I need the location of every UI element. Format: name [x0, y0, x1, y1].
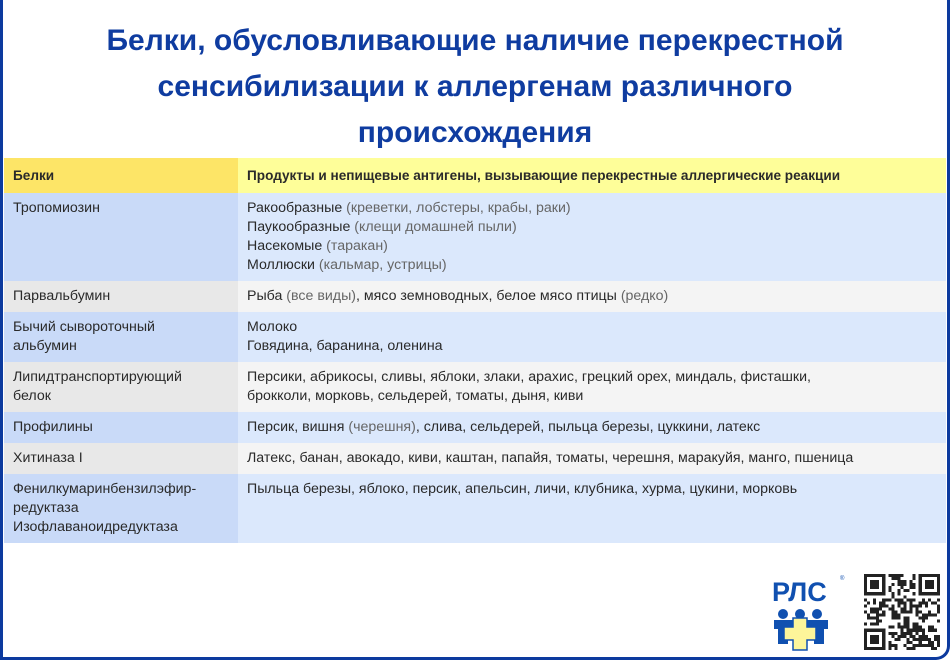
protein-name: альбумин [13, 338, 77, 354]
protein-name: белок [13, 388, 51, 404]
product-line [247, 287, 937, 306]
product-line [247, 256, 937, 275]
product-text: Паукообразные [247, 219, 351, 235]
table-row [4, 193, 946, 281]
products-cell [238, 281, 946, 312]
product-line [247, 368, 937, 387]
allergen-table [4, 158, 946, 543]
qr-code[interactable] [864, 574, 940, 650]
header-products: Продукты и непищевые антигены, вызывающие перекрестные аллергические реакции [238, 158, 946, 193]
title-line: сенсибилизации к аллергенам различного [157, 70, 793, 103]
rls-logo [770, 572, 850, 652]
protein-cell [4, 281, 238, 312]
products-cell [238, 362, 946, 412]
product-text: Персики, абрикосы, сливы, яблоки, злаки, арахис, грецкий орех, миндаль, фисташки, [247, 369, 811, 385]
product-note: (креветки, лобстеры, крабы, раки) [342, 200, 571, 216]
product-line [247, 318, 937, 337]
product-text: , слива, сельдерей, пыльца березы, цуккини, латекс [415, 419, 761, 435]
product-note: (таракан) [322, 238, 388, 254]
products-cell [238, 193, 946, 281]
product-note: (все виды) [282, 288, 356, 304]
products-cell [238, 443, 946, 474]
table-row [4, 474, 946, 543]
product-note: (клещи домашней пыли) [350, 219, 517, 235]
product-line [247, 199, 937, 218]
protein-name: Липидтранспортирующий [13, 369, 182, 385]
table-row [4, 312, 946, 362]
products-cell [238, 412, 946, 443]
protein-name: Хитиназа I [13, 450, 83, 466]
product-text: Молоко [247, 319, 298, 335]
product-line [247, 418, 937, 437]
product-text: Латекс, банан, авокадо, киви, каштан, папайя, томаты, черешня, маракуйя, манго, пшеница [247, 450, 854, 466]
product-text: Говядина, баранина, оленина [247, 338, 443, 354]
page-title [0, 18, 950, 156]
protein-cell [4, 362, 238, 412]
title-line: Белки, обусловливающие наличие перекрестной [106, 24, 844, 57]
product-text: брокколи, морковь, сельдерей, томаты, дыня, киви [247, 388, 584, 404]
protein-cell [4, 193, 238, 281]
table-row [4, 281, 946, 312]
table-row [4, 362, 946, 412]
protein-cell [4, 443, 238, 474]
product-note: (редко) [616, 288, 669, 304]
header-proteins: Белки [4, 158, 238, 193]
products-cell [238, 312, 946, 362]
protein-name: Изофлаваноидредуктаза [13, 519, 178, 535]
protein-cell [4, 412, 238, 443]
product-note: (кальмар, устрицы) [314, 257, 447, 273]
product-text: Пыльца березы, яблоко, персик, апельсин, личи, клубника, хурма, цукини, морковь [247, 481, 798, 497]
protein-name: Фенилкумаринбензилэфир- [13, 481, 197, 497]
product-text: Моллюски [247, 257, 315, 273]
product-line [247, 218, 937, 237]
product-text: Рыба [247, 288, 283, 304]
protein-name: Парвальбумин [13, 288, 111, 304]
protein-name: Тропомиозин [13, 200, 100, 216]
product-line [247, 480, 937, 499]
products-cell [238, 474, 946, 543]
logo-registered: ® [840, 576, 845, 582]
product-note: (черешня) [344, 419, 416, 435]
table-header [4, 158, 946, 193]
protein-name: Бычий сывороточный [13, 319, 155, 335]
protein-cell [4, 474, 238, 543]
product-line [247, 337, 937, 356]
title-line: происхождения [357, 116, 593, 149]
product-text: Персик, вишня [247, 419, 345, 435]
product-text: , мясо земноводных, белое мясо птицы [356, 288, 617, 304]
product-text: Ракообразные [247, 200, 343, 216]
table-row [4, 412, 946, 443]
protein-name: Профилины [13, 419, 93, 435]
product-text: Насекомые [247, 238, 323, 254]
product-line [247, 237, 937, 256]
logo-text: РЛС [772, 577, 827, 607]
product-line [247, 449, 937, 468]
protein-cell [4, 312, 238, 362]
table-row [4, 443, 946, 474]
protein-name: редуктаза [13, 500, 79, 516]
product-line [247, 387, 937, 406]
